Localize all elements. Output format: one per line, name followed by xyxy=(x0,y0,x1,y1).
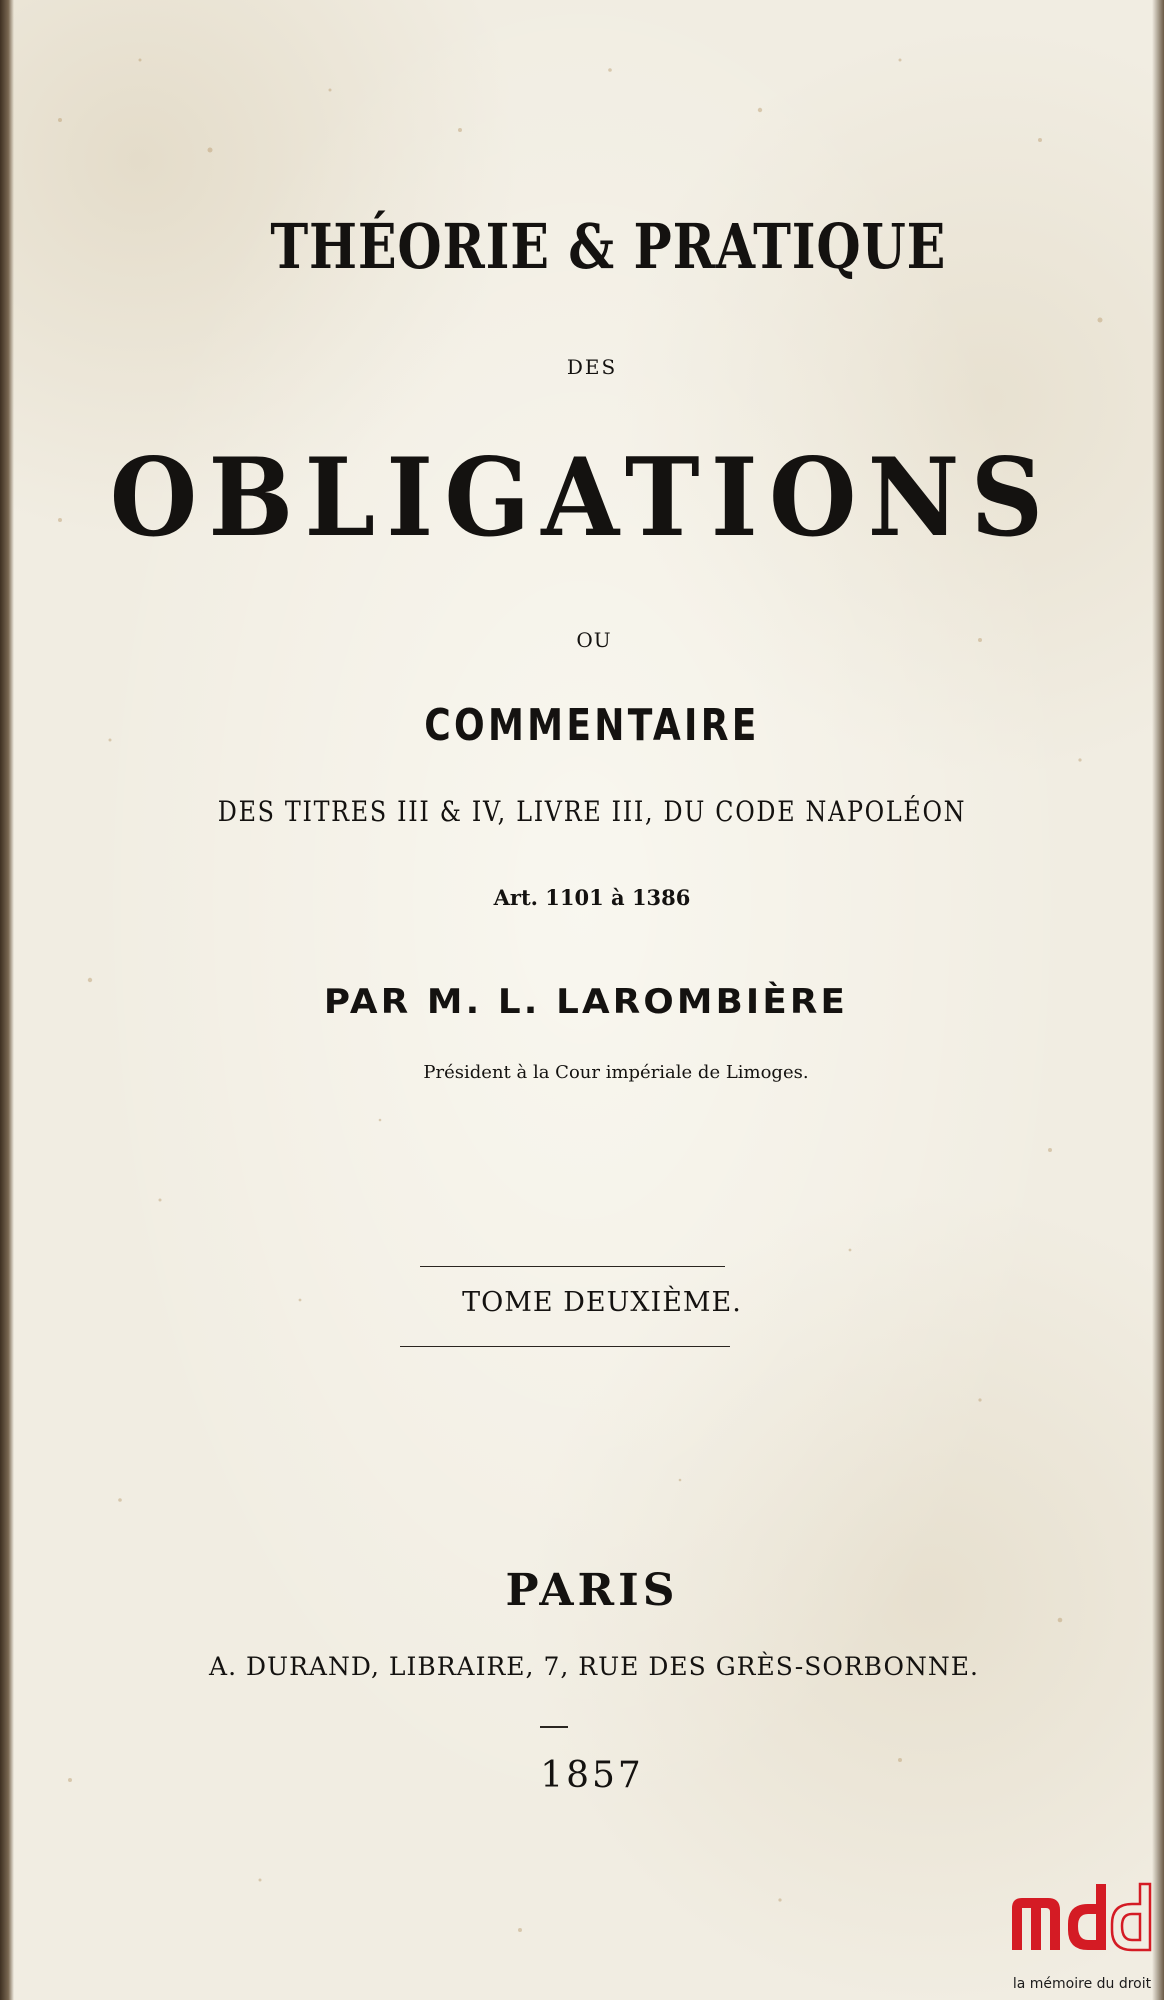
titles-subtitle: DES TITRES III & IV, LIVRE III, DU CODE NAPOLÉON xyxy=(217,795,967,828)
connector-des: DES xyxy=(566,355,618,379)
publication-year: 1857 xyxy=(540,1755,644,1796)
volume-rule-bottom xyxy=(400,1346,730,1347)
author-line: PAR M. L. LAROMBIÈRE xyxy=(323,982,849,1022)
publication-place: PARIS xyxy=(505,1565,679,1616)
mdd-logo-caption: la mémoire du droit xyxy=(1012,1976,1152,1992)
connector-ou: OU xyxy=(576,628,612,652)
mdd-logo xyxy=(1008,1874,1156,1994)
article-range: Art. 1101 à 1386 xyxy=(493,885,691,910)
author-role: Président à la Cour impériale de Limoges. xyxy=(423,1062,809,1083)
year-separator-dash xyxy=(540,1726,568,1728)
commentary-title: COMMENTAIRE xyxy=(424,700,760,751)
volume-rule-top xyxy=(420,1266,725,1267)
large-title: OBLIGATIONS xyxy=(109,435,1055,561)
mdd-logo-mark xyxy=(1008,1880,1156,1958)
publisher-line: A. DURAND, LIBRAIRE, 7, RUE DES GRÈS-SORBONNE. xyxy=(209,1652,979,1681)
volume-label: TOME DEUXIÈME. xyxy=(462,1287,742,1318)
main-title: THÉORIE & PRATIQUE xyxy=(270,210,947,283)
